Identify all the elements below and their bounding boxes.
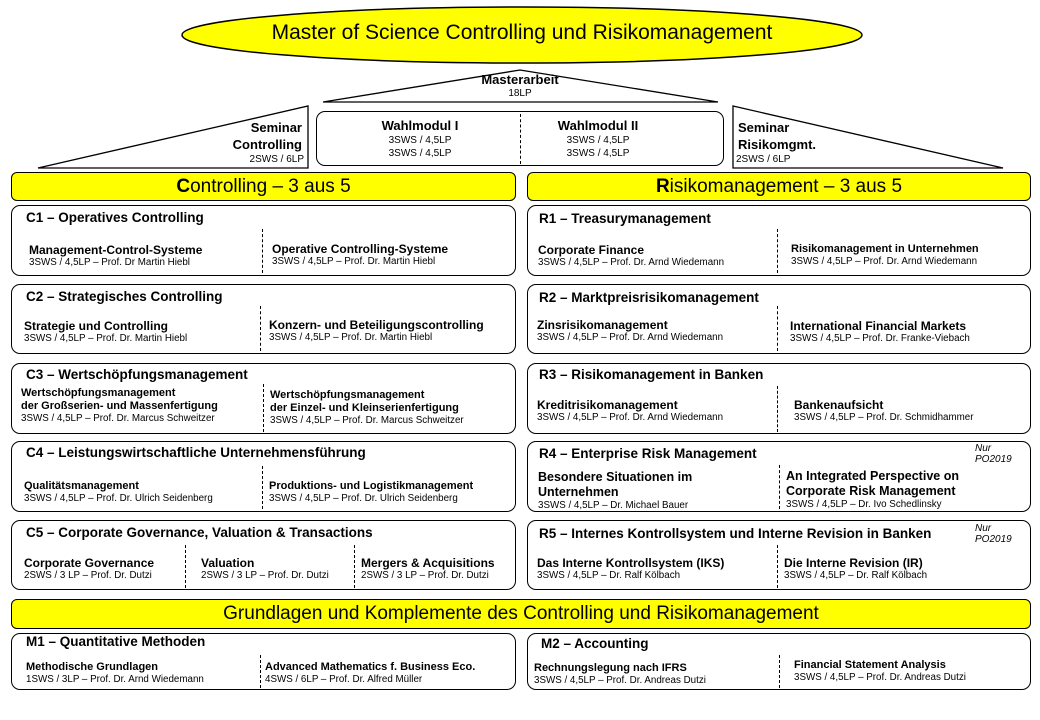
module-c2-divider xyxy=(260,306,261,351)
module-c1-divider xyxy=(262,229,263,273)
course-item: Corporate Finance 3SWS / 4,5LP – Prof. Dr. Arnd Wiedemann xyxy=(538,243,725,268)
risk-header: Risikomanagement – 3 aus 5 xyxy=(527,172,1031,201)
wahlmodul-1 xyxy=(360,118,480,160)
course-item: Die Interne Revision (IR) 3SWS / 4,5LP – Dr. Ralf Kölbach xyxy=(784,556,928,581)
module-c1-title: C1 – Operatives Controlling xyxy=(26,210,204,225)
course-item: Strategie und Controlling 3SWS / 4,5LP – Prof. Dr. Martin Hiebl xyxy=(24,319,188,344)
grundlagen-header: Grundlagen und Komplemente des Controlling und Risikomanagement xyxy=(11,599,1031,629)
module-c3-divider xyxy=(263,384,264,432)
course-item: Risikomanagement in Unternehmen 3SWS / 4,5LP – Prof. Dr. Arnd Wiedemann xyxy=(791,243,979,267)
page-title: Master of Science Controlling und Risikomanagement xyxy=(271,21,773,44)
module-r5-title: R5 – Internes Kontrollsystem und Interne Revision in Banken xyxy=(539,526,932,541)
wahlmodul-2-label: Wahlmodul II xyxy=(557,118,639,133)
module-c4-divider xyxy=(262,466,263,509)
module-m1-title: M1 – Quantitative Methoden xyxy=(26,634,206,649)
module-c4-title: C4 – Leistungswirtschaftliche Unternehmensführung xyxy=(26,445,366,460)
seminar-controlling-sws: 2SWS / 6LP xyxy=(249,154,304,165)
module-c5-divider-2 xyxy=(354,545,355,588)
module-m1-divider xyxy=(260,655,261,688)
module-m2-title: M2 – Accounting xyxy=(541,636,649,651)
wahlmodul-2-line1: 3SWS / 4,5LP xyxy=(566,135,630,146)
controlling-header: Controlling – 3 aus 5 xyxy=(11,172,516,201)
course-item: Das Interne Kontrollsystem (IKS) 3SWS / 4,5LP – Dr. Ralf Kölbach xyxy=(537,556,725,581)
course-item: International Financial Markets 3SWS / 4,5LP – Prof. Dr. Franke-Viebach xyxy=(790,319,970,344)
module-m2-divider xyxy=(779,655,780,688)
masterarbeit-lp: 18LP xyxy=(508,88,532,99)
wahlmodul-divider xyxy=(520,114,521,164)
module-r1-title: R1 – Treasurymanagement xyxy=(539,211,711,226)
course-item: Valuation 2SWS / 3 LP – Prof. Dr. Dutzi xyxy=(201,556,329,581)
course-item: Konzern- und Beteiligungscontrolling 3SWS / 4,5LP – Prof. Dr. Martin Hiebl xyxy=(269,318,484,343)
seminar-risk-line1: Seminar xyxy=(738,120,790,135)
module-c2-title: C2 – Strategisches Controlling xyxy=(26,289,223,304)
module-r4-divider xyxy=(779,465,780,509)
course-item: Operative Controlling-Systeme 3SWS / 4,5LP – Prof. Dr. Martin Hiebl xyxy=(272,242,449,267)
module-c5-divider-1 xyxy=(185,545,186,588)
course-item: Advanced Mathematics f. Business Eco. 4SWS / 6LP – Prof. Dr. Alfred Müller xyxy=(265,661,476,685)
course-item: Qualitätsmanagement 3SWS / 4,5LP – Prof. Dr. Ulrich Seidenberg xyxy=(24,480,213,504)
course-item: An Integrated Perspective on Corporate Risk Management 3SWS / 4,5LP – Dr. Ivo Schedlinsky xyxy=(786,469,959,510)
module-c3-title: C3 – Wertschöpfungsmanagement xyxy=(26,367,248,382)
module-r4-title: R4 – Enterprise Risk Management xyxy=(539,446,757,461)
course-item: Bankenaufsicht 3SWS / 4,5LP – Prof. Dr. Schmidhammer xyxy=(794,398,974,423)
wahlmodul-2 xyxy=(538,118,658,160)
course-item: Financial Statement Analysis 3SWS / 4,5LP – Prof. Dr. Andreas Dutzi xyxy=(794,659,966,683)
seminar-controlling-line1: Seminar xyxy=(250,120,302,135)
module-r3-divider xyxy=(777,386,778,432)
wahlmodul-1-line2: 3SWS / 4,5LP xyxy=(388,148,452,159)
course-item: Management-Control-Systeme 3SWS / 4,5LP – Prof. Dr Martin Hiebl xyxy=(29,243,203,268)
course-item: Mergers & Acquisitions 2SWS / 3 LP – Prof. Dr. Dutzi xyxy=(361,556,495,581)
masterarbeit-label: Masterarbeit xyxy=(481,72,559,87)
course-item: Wertschöpfungsmanagement der Einzel- und Kleinserienfertigung 3SWS / 4,5LP – Prof. Dr. Marcus Schweitzer xyxy=(270,389,464,426)
wahlmodul-1-line1: 3SWS / 4,5LP xyxy=(388,135,452,146)
course-item: Zinsrisikomanagement 3SWS / 4,5LP – Prof. Dr. Arnd Wiedemann xyxy=(537,318,724,343)
module-r4-note: Nur PO2019 xyxy=(975,443,1012,465)
module-c5-title: C5 – Corporate Governance, Valuation & Transactions xyxy=(26,525,373,540)
module-r5-note: Nur PO2019 xyxy=(975,523,1012,545)
module-r2-title: R2 – Marktpreisrisikomanagement xyxy=(539,290,759,305)
course-item: Kreditrisikomanagement 3SWS / 4,5LP – Prof. Dr. Arnd Wiedemann xyxy=(537,398,724,423)
seminar-risk-line2: Risikomgmt. xyxy=(738,137,817,152)
module-r2-divider xyxy=(777,306,778,351)
seminar-controlling-line2: Controlling xyxy=(232,137,302,152)
seminar-risk-sws: 2SWS / 6LP xyxy=(736,154,791,165)
wahlmodul-1-label: Wahlmodul I xyxy=(381,118,459,133)
course-item: Rechnungslegung nach IFRS 3SWS / 4,5LP – Prof. Dr. Andreas Dutzi xyxy=(534,662,706,686)
module-r5-divider xyxy=(777,545,778,588)
course-item: Besondere Situationen im Unternehmen 3SWS / 4,5LP – Dr. Michael Bauer xyxy=(538,470,693,511)
module-r3-title: R3 – Risikomanagement in Banken xyxy=(539,367,764,382)
course-item: Produktions- und Logistikmanagement 3SWS / 4,5LP – Prof. Dr. Ulrich Seidenberg xyxy=(269,480,474,504)
course-item: Wertschöpfungsmanagement der Großserien- und Massenfertigung 3SWS / 4,5LP – Prof. Dr. Marcus Schweitzer xyxy=(21,387,218,424)
course-item: Corporate Governance 2SWS / 3 LP – Prof. Dr. Dutzi xyxy=(24,556,155,581)
wahlmodul-2-line2: 3SWS / 4,5LP xyxy=(566,148,630,159)
course-item: Methodische Grundlagen 1SWS / 3LP – Prof. Dr. Arnd Wiedemann xyxy=(26,661,204,685)
module-r1-divider xyxy=(777,229,778,273)
